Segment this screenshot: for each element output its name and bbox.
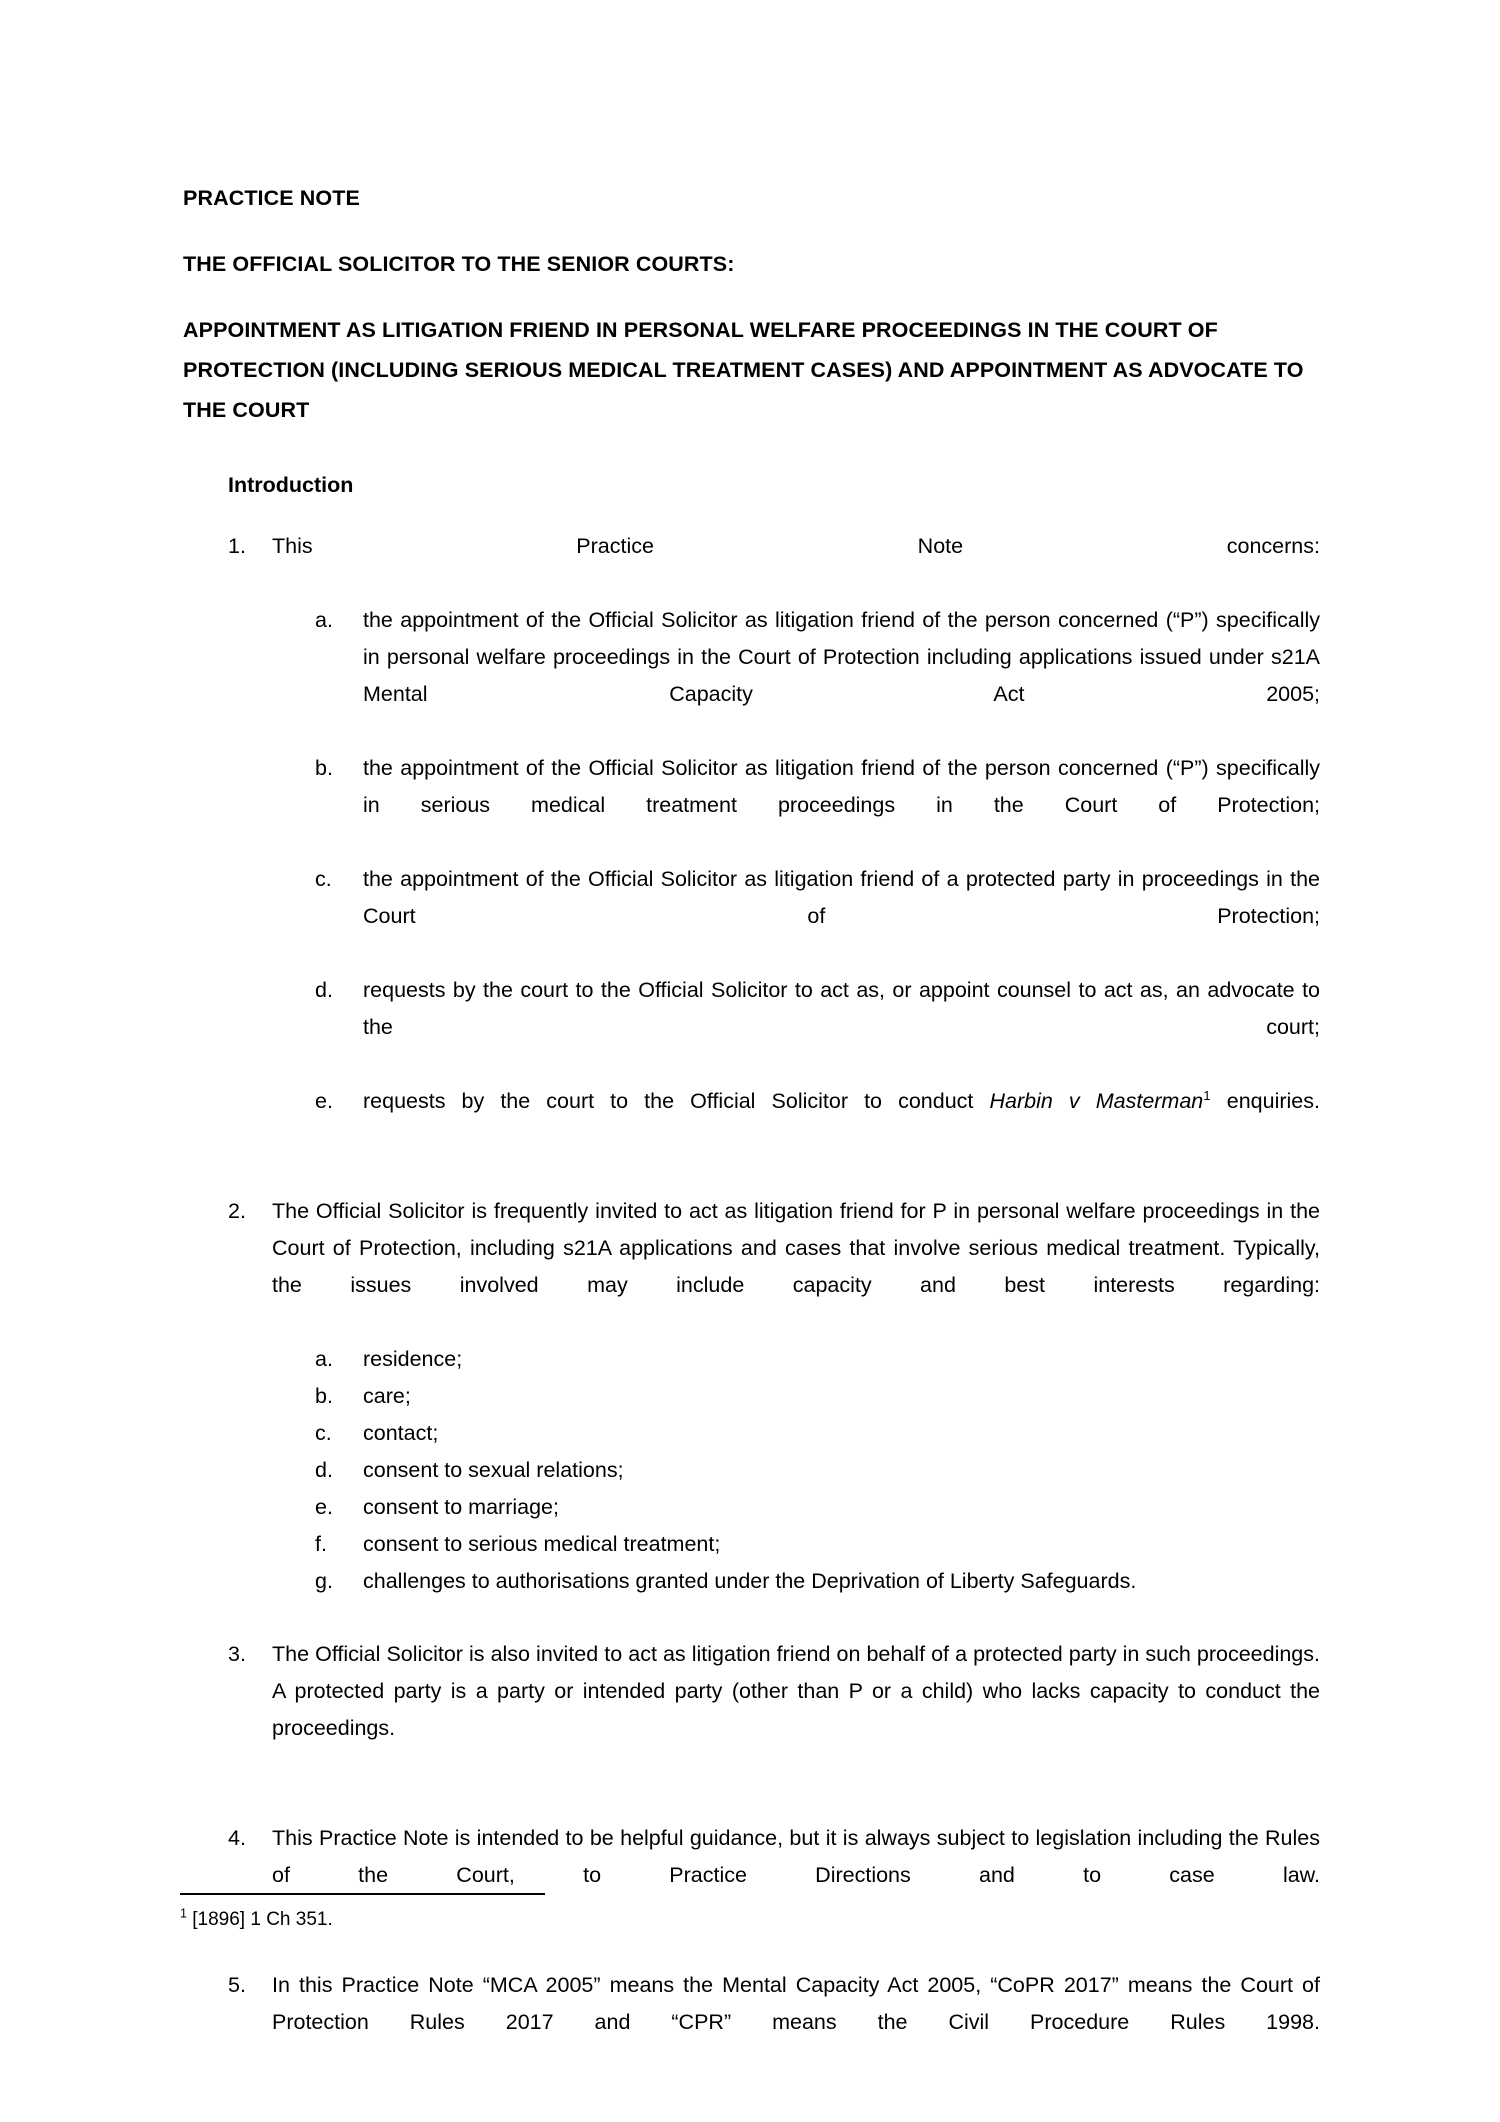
list-item [315, 1341, 1320, 1378]
footnote-number: 1 [180, 1906, 187, 1921]
paragraph-number: 3. [228, 1642, 246, 1666]
paragraph-number: 4. [228, 1826, 246, 1850]
list-item-marker: a. [315, 608, 333, 632]
list-item-label: challenges to authorisations granted under the Deprivation of Liberty Safeguards. [363, 1569, 1137, 1593]
sub-list-2 [272, 1341, 1320, 1600]
list-item-marker: e. [315, 1089, 333, 1113]
list-item-marker: c. [315, 1421, 332, 1445]
list-item-marker: d. [315, 1458, 333, 1482]
list-item-marker: f. [315, 1532, 327, 1556]
list-item-label: consent to marriage; [363, 1495, 559, 1519]
paragraph-text: The Official Solicitor is also invited to act as litigation friend on behalf of a protected party in such proceedings. A protected party is a party or intended party (other than P or a child) who lacks capacity to conduct the proceedings. [272, 1642, 1320, 1740]
paragraph-number: 2. [228, 1199, 246, 1223]
list-item-label: the appointment of the Official Solicitor as litigation friend of a protected party in proceedings in the Court of Protection; [363, 867, 1320, 928]
document-body [228, 470, 1320, 2078]
case-citation-suffix: enquiries. [1210, 1089, 1320, 1113]
case-name-citation: Harbin v Masterman [989, 1089, 1204, 1113]
list-item [315, 861, 1320, 972]
paragraph-number: 1. [228, 534, 246, 558]
paragraph-3 [228, 1636, 1320, 1784]
list-item [315, 750, 1320, 861]
list-item-label: the appointment of the Official Solicitor as litigation friend of the person concerned (“P”) specifically in serious medical treatment proceedings in the Court of Protection; [363, 756, 1320, 817]
list-item [315, 1489, 1320, 1526]
paragraph-text: This Practice Note is intended to be helpful guidance, but it is always subject to legislation including the Rules of the Court, to Practice Directions and to case law. [272, 1826, 1320, 1887]
list-item-marker: e. [315, 1495, 333, 1519]
list-item-marker: b. [315, 1384, 333, 1408]
section-title-introduction: Introduction [228, 473, 354, 497]
footnote-citation-text: [1896] 1 Ch 351. [186, 1909, 333, 1930]
list-item-label: residence; [363, 1347, 463, 1371]
paragraph-1 [228, 528, 1320, 1157]
list-item-label: the appointment of the Official Solicitor as litigation friend of the person concerned (“P”) specifically in personal welfare proceedings in the Court of Protection including applications issued under s21A Mental Capacity Act 2005; [363, 608, 1320, 706]
footnote-entry [180, 1907, 880, 1933]
list-item-label: consent to serious medical treatment; [363, 1532, 721, 1556]
paragraph-2 [228, 1193, 1320, 1600]
list-item-marker: d. [315, 978, 333, 1002]
heading-practice-note: PRACTICE NOTE [183, 186, 360, 210]
list-item-label: contact; [363, 1421, 439, 1445]
list-item-label: consent to sexual relations; [363, 1458, 624, 1482]
list-item [315, 1526, 1320, 1563]
heading-appointment-title: APPOINTMENT AS LITIGATION FRIEND IN PERSONAL WELFARE PROCEEDINGS IN THE COURT OF PROTECTION (INCLUDING SERIOUS MEDICAL TREATMENT CASES) AND APPOINTMENT AS ADVOCATE TO THE COURT [183, 318, 1304, 422]
case-citation-prefix: requests by the court to the Official Solicitor to conduct [363, 1089, 990, 1113]
list-item-marker: g. [315, 1569, 333, 1593]
list-item-label [363, 1083, 1320, 1157]
list-item-label: care; [363, 1384, 411, 1408]
list-item-marker: b. [315, 756, 333, 780]
footnote-area [180, 1893, 880, 1933]
list-item [315, 1452, 1320, 1489]
list-item [315, 972, 1320, 1083]
list-item [315, 1563, 1320, 1600]
list-item-label: requests by the court to the Official Solicitor to act as, or appoint counsel to act as, an advocate to the court; [363, 978, 1320, 1039]
list-item [315, 602, 1320, 750]
list-item [315, 1415, 1320, 1452]
document-heading-block [183, 178, 1320, 430]
list-item [315, 1378, 1320, 1415]
list-item [315, 1083, 1320, 1157]
paragraph-5 [228, 1967, 1320, 2078]
paragraph-text: In this Practice Note “MCA 2005” means the Mental Capacity Act 2005, “CoPR 2017” means the Court of Protection Rules 2017 and “CPR” means the Civil Procedure Rules 1998. [272, 1973, 1320, 2034]
paragraph-text: This Practice Note concerns: [272, 534, 1320, 558]
list-item-marker: a. [315, 1347, 333, 1371]
paragraph-number: 5. [228, 1973, 246, 1997]
footnote-reference-marker[interactable]: 1 [1203, 1087, 1211, 1103]
paragraph-text: The Official Solicitor is frequently invited to act as litigation friend for P in personal welfare proceedings in the Court of Protection, including s21A applications and cases that involve serious medical treatment. Typically, the issues involved may include capacity and best interests regarding: [272, 1199, 1320, 1297]
footnote-separator-rule [180, 1893, 545, 1895]
list-item-marker: c. [315, 867, 332, 891]
heading-official-solicitor: THE OFFICIAL SOLICITOR TO THE SENIOR COURTS: [183, 252, 735, 276]
sub-list-1 [272, 602, 1320, 1157]
